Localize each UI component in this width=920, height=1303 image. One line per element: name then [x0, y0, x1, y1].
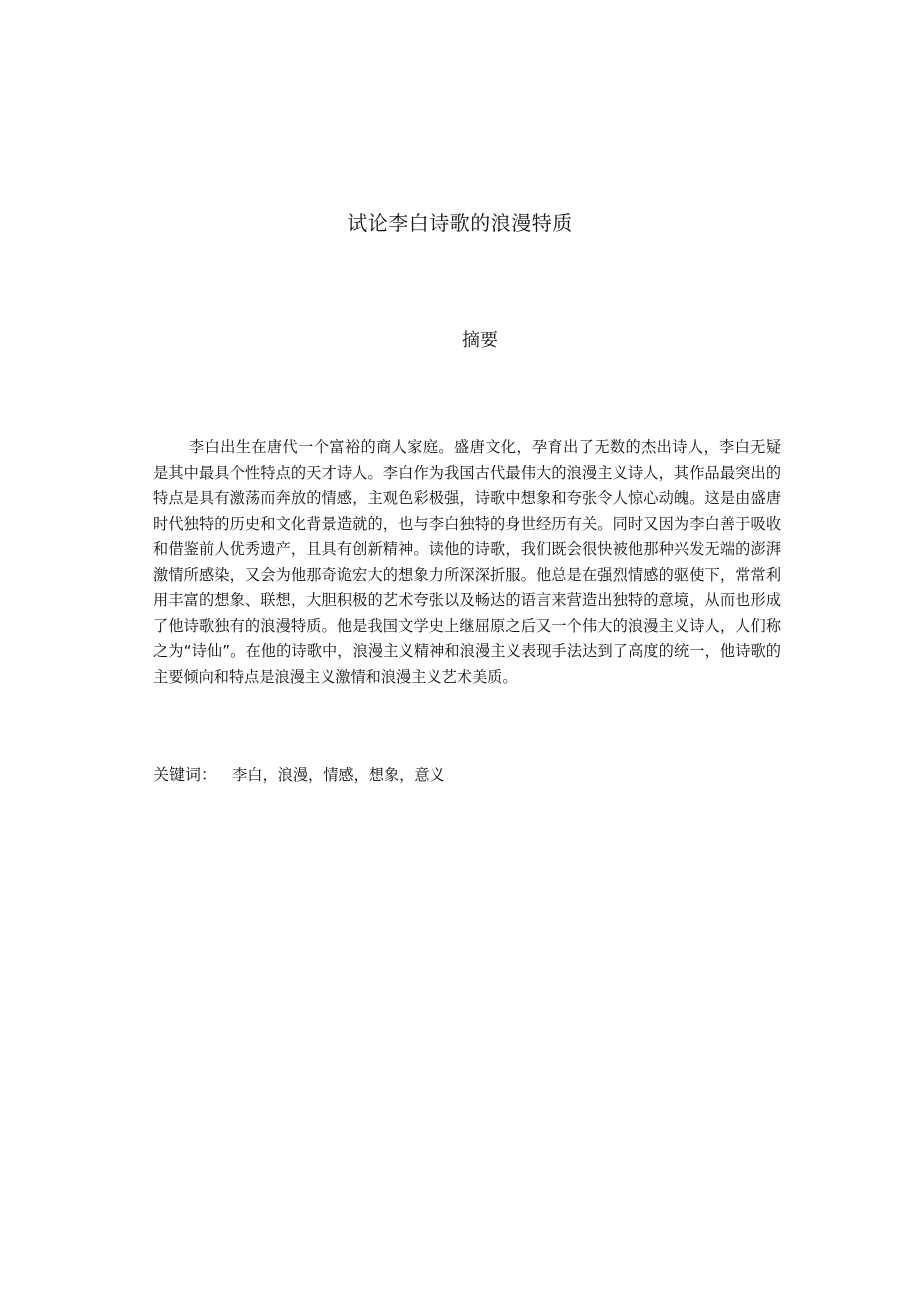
- abstract-heading: 摘要: [462, 330, 498, 351]
- keywords-values: 李白，浪漫，情感，想象，意义: [232, 766, 445, 784]
- document-title: 试论李白诗歌的浪漫特质: [347, 211, 573, 235]
- keywords-label: 关键词：: [153, 765, 218, 784]
- keywords-line: [153, 762, 781, 788]
- abstract-body: 李白出生在唐代一个富裕的商人家庭。盛唐文化，孕育出了无数的杰出诗人，李白无疑是其中最具个性特点的天才诗人。李白作为我国古代最伟大的浪漫主义诗人，其作品最突出的特点是具有激荡而奔放的情感，主观色彩极强，诗歌中想象和夸张令人惊心动魄。这是由盛唐时代独特的历史和文化背景造就的，也与李白独特的身世经历有关。同时又因为李白善于吸收和借鉴前人优秀遗产，且具有创新精神。读他的诗歌，我们既会很快被他那种兴发无端的澎湃激情所感染，又会为他那奇诡宏大的想象力所深深折服。他总是在强烈情感的驱使下，常常利用丰富的想象、联想，大胆积极的艺术夸张以及畅达的语言来营造出独特的意境，从而也形成了他诗歌独有的浪漫特质。他是我国文学史上继屈原之后又一个伟大的浪漫主义诗人，人们称之为“诗仙”。在他的诗歌中，浪漫主义精神和浪漫主义表现手法达到了高度的统一，他诗歌的主要倾向和特点是浪漫主义激情和浪漫主义艺术美质。: [153, 438, 781, 686]
